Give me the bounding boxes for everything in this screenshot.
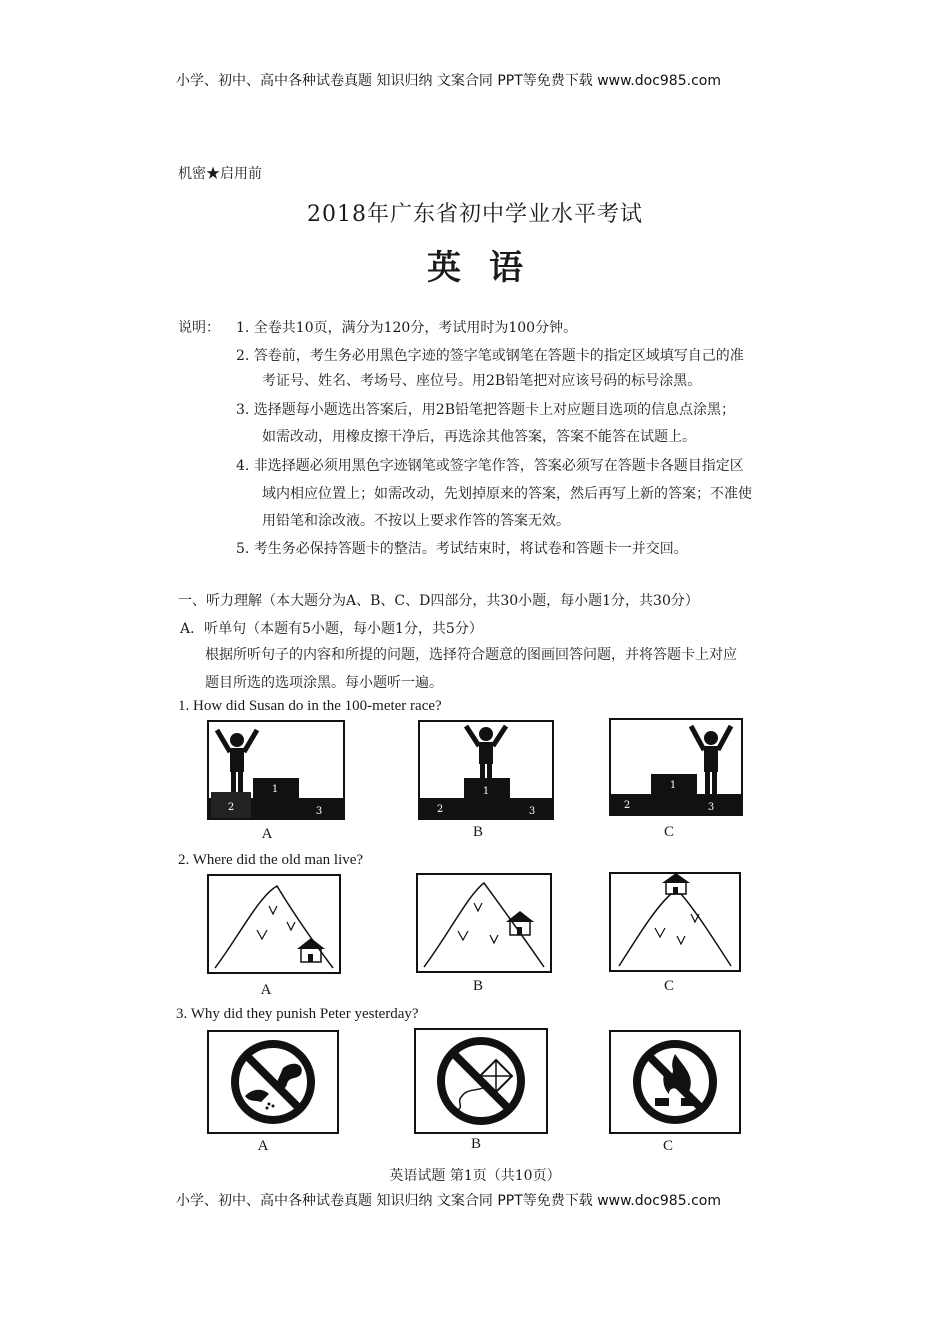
q2-option-b-label: B — [472, 978, 483, 994]
header-banner: 小学、初中、高中各种试卷真题 知识归纳 文案合同 PPT等免费下载 www.doc985.com — [176, 73, 721, 89]
no-feeding-sign-icon — [209, 1032, 337, 1132]
podium-label-3: 3 — [315, 806, 323, 817]
q3-option-a-image — [207, 1030, 339, 1134]
mountain-icon — [209, 876, 339, 972]
podium-label-3: 3 — [707, 802, 715, 813]
podium-label-2: 2 — [227, 802, 235, 813]
q1-option-b-label: B — [472, 824, 483, 840]
secret-mark: 机密★启用前 — [178, 166, 262, 182]
podium-icon — [209, 722, 343, 818]
instruction-line: 3. 选择题每小题选出答案后，用2B铅笔把答题卡上对应题目选项的信息点涂黑； — [236, 402, 736, 418]
section-heading: 一、听力理解（本大题分为A、B、C、D四部分，共30小题，每小题1分，共30分） — [178, 593, 699, 609]
instruction-line: 如需改动，用橡皮擦干净后，再选涂其他答案，答案不能答在试题上。 — [262, 429, 696, 445]
instruction-line: 4. 非选择题必须用黑色字迹钢笔或签字笔作答，答案必须写在答题卡各题目指定区 — [236, 458, 744, 474]
q2-option-a-image — [207, 874, 341, 974]
q2-option-c-image — [609, 872, 741, 972]
podium-label-1: 1 — [669, 780, 677, 791]
part-a-heading: A．听单句（本题有5小题，每小题1分，共5分） — [180, 621, 483, 637]
exam-title: 2018年广东省初中学业水平考试 — [307, 202, 643, 227]
question-3: 3. Why did they punish Peter yesterday? — [176, 1006, 419, 1022]
podium-icon — [420, 722, 552, 818]
page-footer: 英语试题 第1页（共10页） — [389, 1168, 561, 1184]
instruction-line: 2. 答卷前，考生务必用黑色字迹的签字笔或钢笔在答题卡的指定区域填写自己的准 — [236, 348, 744, 364]
podium-icon — [611, 720, 741, 814]
podium-label-3: 3 — [528, 806, 536, 817]
podium-label-2: 2 — [436, 804, 444, 815]
question-1: 1. How did Susan do in the 100-meter race? — [178, 698, 442, 714]
podium-label-1: 1 — [271, 784, 279, 795]
question-2: 2. Where did the old man live? — [178, 852, 364, 868]
podium-label-2: 2 — [623, 800, 631, 811]
instruction-line: 域内相应位置上；如需改动，先划掉原来的答案，然后再写上新的答案；不准使 — [262, 486, 752, 502]
instructions-label: 说明： — [178, 320, 220, 336]
mountain-icon — [611, 874, 739, 970]
instruction-line: 1. 全卷共10页，满分为120分，考试用时为100分钟。 — [236, 320, 578, 336]
q2-option-c-label: C — [663, 978, 674, 994]
q1-option-c-label: C — [663, 824, 674, 840]
footer-banner: 小学、初中、高中各种试卷真题 知识归纳 文案合同 PPT等免费下载 www.doc985.com — [176, 1193, 721, 1209]
q1-option-b-image — [418, 720, 554, 820]
q1-option-c-image — [609, 718, 743, 816]
subject-title: 英语 — [427, 248, 551, 288]
q3-option-c-label: C — [662, 1138, 673, 1154]
no-fire-sign-icon — [611, 1032, 739, 1132]
q3-option-c-image — [609, 1030, 741, 1134]
no-kite-sign-icon — [416, 1030, 546, 1132]
q2-option-b-image — [416, 873, 552, 973]
mountain-icon — [418, 875, 550, 971]
instruction-line: 5. 考生务必保持答题卡的整洁。考试结束时，将试卷和答题卡一并交回。 — [236, 541, 688, 557]
q1-option-a-image — [207, 720, 345, 820]
q3-option-b-label: B — [470, 1136, 481, 1152]
q1-option-a-label: A — [261, 826, 273, 842]
q2-option-a-label: A — [260, 982, 272, 998]
q3-option-b-image — [414, 1028, 548, 1134]
podium-label-1: 1 — [482, 786, 490, 797]
instruction-line: 用铅笔和涂改液。不按以上要求作答的答案无效。 — [262, 513, 570, 529]
instruction-line: 考证号、姓名、考场号、座位号。用2B铅笔把对应该号码的标号涂黑。 — [262, 373, 702, 389]
q3-option-a-label: A — [257, 1138, 269, 1154]
part-a-directions: 题目所选的选项涂黑。每小题听一遍。 — [205, 675, 443, 691]
part-a-directions: 根据所听句子的内容和所提的问题，选择符合题意的图画回答问题，并将答题卡上对应 — [205, 647, 737, 663]
